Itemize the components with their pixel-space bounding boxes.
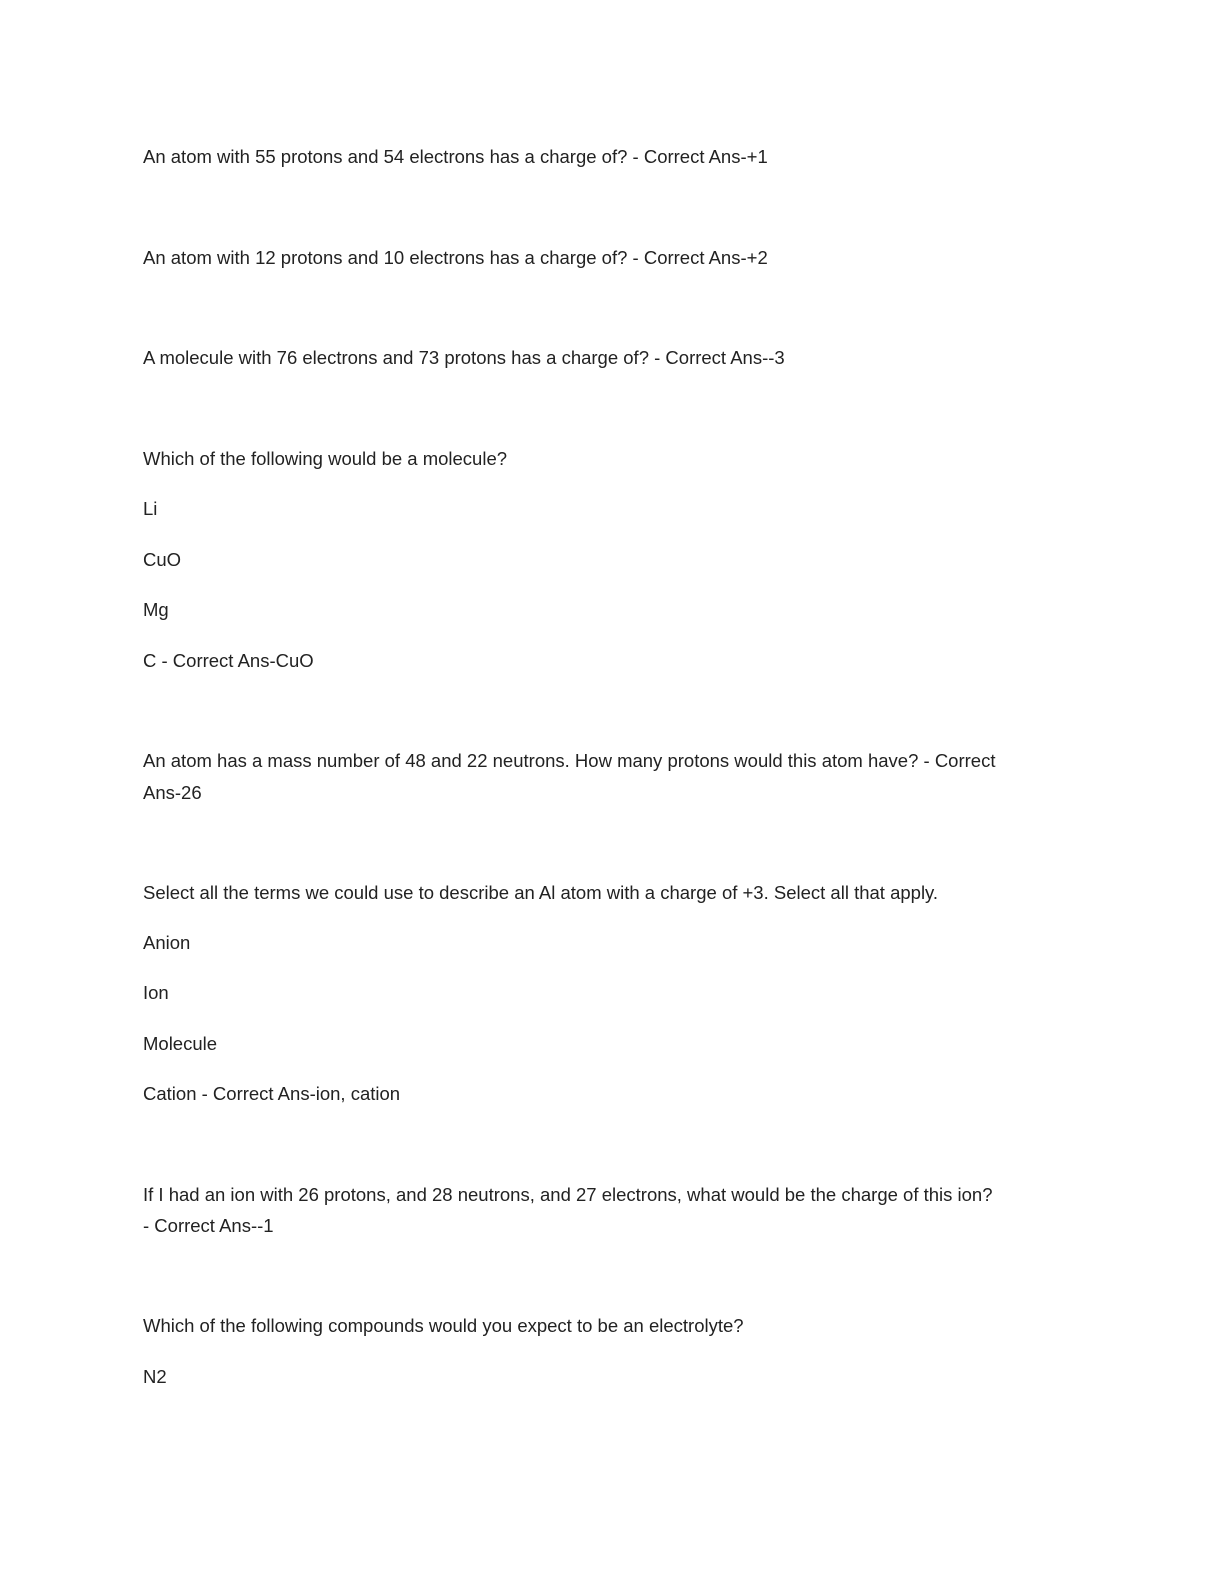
option-ion: Ion [143, 982, 169, 1003]
option-cuo: CuO [143, 549, 182, 570]
question-6: Select all the terms we could use to describe an Al atom with a charge of +3. Select all that apply. [143, 882, 939, 903]
question-1: An atom with 55 protons and 54 electrons has a charge of? - Correct Ans-+1 [143, 146, 768, 167]
option-anion: Anion [143, 932, 191, 953]
question-4: Which of the following would be a molecule? [143, 448, 508, 469]
option-mg: Mg [143, 599, 169, 620]
question-5: An atom has a mass number of 48 and 22 neutrons. How many protons would this atom have? - Correct [143, 750, 996, 771]
option-cation-answer: Cation - Correct Ans-ion, cation [143, 1083, 401, 1104]
question-2: An atom with 12 protons and 10 electrons has a charge of? - Correct Ans-+2 [143, 247, 768, 268]
option-n2: N2 [143, 1366, 167, 1387]
question-8: Which of the following compounds would you expect to be an electrolyte? [143, 1315, 744, 1336]
question-7-answer: - Correct Ans--1 [143, 1215, 274, 1236]
question-3: A molecule with 76 electrons and 73 protons has a charge of? - Correct Ans--3 [143, 347, 785, 368]
option-c-answer: C - Correct Ans-CuO [143, 650, 314, 671]
option-molecule: Molecule [143, 1033, 218, 1054]
option-li: Li [143, 498, 158, 519]
question-7: If I had an ion with 26 protons, and 28 neutrons, and 27 electrons, what would be the charge of this ion? [143, 1184, 993, 1205]
question-5-answer: Ans-26 [143, 782, 202, 803]
